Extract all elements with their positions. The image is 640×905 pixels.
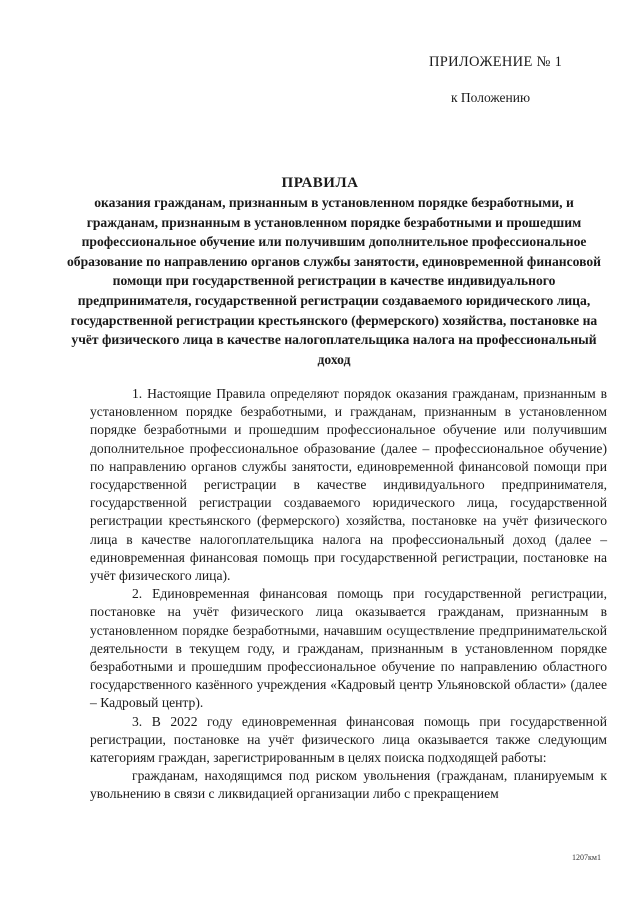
appendix-number: ПРИЛОЖЕНИЕ № 1 [429,54,563,70]
appendix-reference: к Положению [451,90,531,105]
paragraph-3: 3. В 2022 году единовременная финансовая помощь при государственной регистрации, постановке на учёт физического лица оказывается также следующим категориям граждан, зарегистрированным в целях поиска подходящей работы: [90,713,607,766]
document-body [90,385,607,804]
paragraph-2: 2. Единовременная финансовая помощь при государственной регистрации, постановке на учёт физического лица оказывается гражданам, признанным в установленном порядке безработными, начавшим осуществление предпринимательской деятельности в текущем году, и гражданам, признанным в установленном порядке безработными и прошедшим профессиональное обучение по направлению областного государственного казённого учреждения «Кадровый центр Ульяновской области» (далее – Кадровый центр). [90,586,607,711]
document-subtitle: оказания гражданам, признанным в установленном порядке безработными, и гражданам, признанным в установленном порядке безработными и прошедшим профессиональное обучение или получившим дополнительное профессиональное образование по направлению органов службы занятости, единовременной финансовой помощи при государственной регистрации в качестве индивидуального предпринимателя, государственной регистрации создаваемого юридического лица, государственной регистрации крестьянского (фермерского) хозяйства, постановке на учёт физического лица в качестве налогоплательщика налога на профессиональный доход [66,195,601,367]
footer-code: 1207км1 [572,853,601,862]
document-title: ПРАВИЛА [281,175,359,191]
paragraph-4: гражданам, находящимся под риском увольнения (гражданам, планируемым к увольнению в связи с ликвидацией организации либо с прекращением [90,768,607,802]
paragraph-1: 1. Настоящие Правила определяют порядок оказания гражданам, признанным в установленном порядке безработными, и гражданам, признанным в установленном порядке безработными и прошедшим профессиональное обучение или получившим дополнительное профессиональное образование (далее – профессиональное обучение) по направлению органов службы занятости, единовременной финансовой помощи при государственной регистрации в качестве индивидуального предпринимателя, государственной регистрации создаваемого юридического лица, государственной регистрации крестьянского (фермерского) хозяйства, постановке на учёт физического лица в качестве налогоплательщика налога на профессиональный доход (далее – единовременная финансовая помощь при государственной регистрации, постановке на учёт физического лица). [90,386,607,584]
